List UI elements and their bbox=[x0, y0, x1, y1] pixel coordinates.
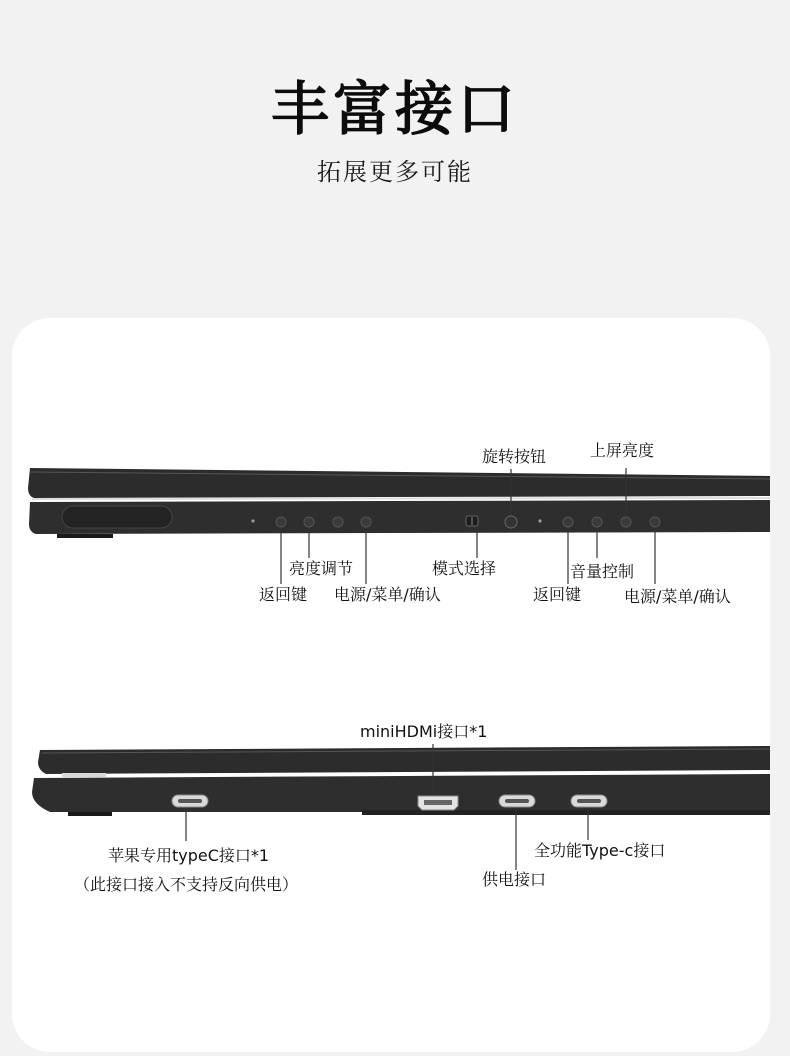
label-mode-select: 模式选择 bbox=[432, 559, 497, 578]
label-back-key-left: 返回键 bbox=[259, 585, 308, 604]
indicator-dot-right bbox=[538, 519, 541, 522]
rotate-knob bbox=[505, 516, 517, 528]
label-power-port: 供电接口 bbox=[482, 870, 547, 889]
label-brightness-adjust: 亮度调节 bbox=[289, 559, 354, 578]
label-apple-typec-note: （此接口接入不支持反向供电） bbox=[74, 875, 299, 894]
page-title: 丰富接口 bbox=[270, 75, 519, 143]
button-upper-bright bbox=[621, 517, 631, 527]
label-power-menu-left: 电源/菜单/确认 bbox=[334, 585, 441, 604]
product-card bbox=[12, 318, 770, 1052]
label-volume-control: 音量控制 bbox=[570, 562, 635, 581]
label-rotate-button: 旋转按钮 bbox=[482, 447, 547, 466]
button-back-left bbox=[276, 517, 286, 527]
button-back-right bbox=[563, 517, 573, 527]
side-upper-panel bbox=[38, 746, 770, 774]
upper-screen-edge bbox=[28, 468, 770, 498]
button-power-right bbox=[650, 517, 660, 527]
label-mini-hdmi: miniHDMi接口*1 bbox=[360, 722, 488, 741]
button-power-left bbox=[361, 517, 371, 527]
label-full-typec: 全功能Type-c接口 bbox=[534, 841, 666, 860]
label-apple-typec: 苹果专用typeC接口*1 bbox=[108, 846, 270, 865]
speaker-slot bbox=[62, 506, 172, 528]
label-back-key-right: 返回键 bbox=[533, 585, 582, 604]
label-upper-brightness: 上屏亮度 bbox=[590, 441, 655, 460]
page-subtitle: 拓展更多可能 bbox=[317, 158, 473, 186]
top-view-device bbox=[12, 318, 770, 1052]
button-bright-plus bbox=[333, 517, 343, 527]
button-bright-minus bbox=[304, 517, 314, 527]
indicator-dot-left bbox=[251, 519, 254, 522]
label-power-menu-right: 电源/菜单/确认 bbox=[624, 587, 731, 606]
button-volume bbox=[592, 517, 602, 527]
side-lower-panel bbox=[32, 774, 770, 812]
